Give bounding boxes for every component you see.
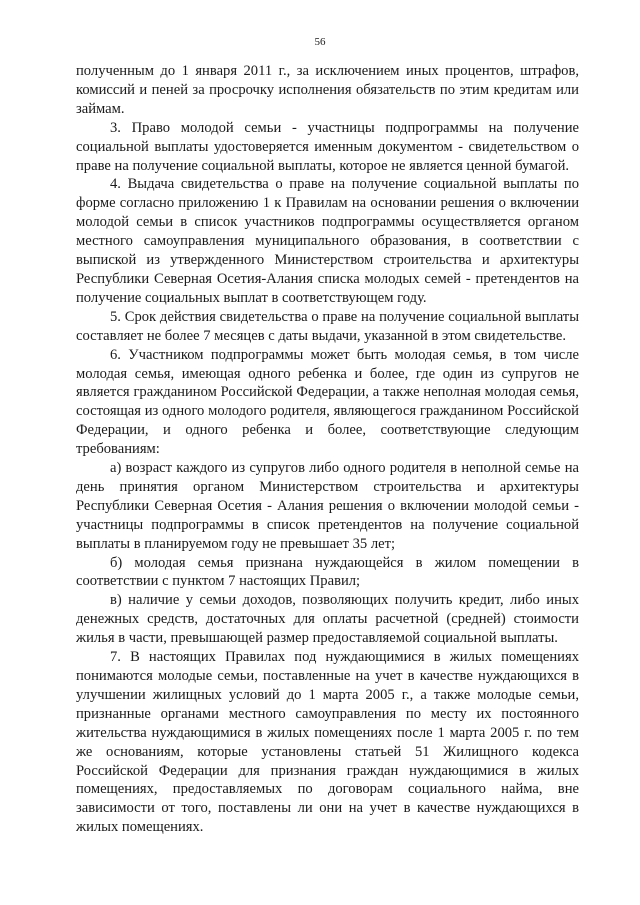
document-body <box>76 62 579 837</box>
paragraph-subitem-a: а) возраст каждого из супругов либо одного родителя в неполной семье на день принятия органом Министерством строительства и архитектуры Республики Северная Осетия - Алания решения о включении молодой семьи - участницы подпрограммы в список претендентов на получение социальной выплаты в планируемом году не превышает 35 лет; <box>76 460 579 552</box>
paragraph-item-7: 7. В настоящих Правилах под нуждающимися в жилых помещениях понимаются молодые семьи, поставленные на учет в качестве нуждающихся в улучшении жилищных условий до 1 марта 2005 г., а также молодые семьи, признанные органами местного самоуправления по месту их постоянного жительства нуждающимися в жилых помещениях после 1 марта 2005 г. по тем же основаниям, которые установлены статьей 51 Жилищного кодекса Российской Федерации для признания граждан нуждающимися в жилых помещениях, предоставляемых по договорам социального найма, вне зависимости от того, поставлены ли они на учет в качестве нуждающихся в жилых помещениях. <box>76 649 579 836</box>
paragraph-continuation: полученным до 1 января 2011 г., за исключением иных процентов, штрафов, комиссий и пеней за просрочку исполнения обязательств по этим кредитам или займам. <box>76 63 579 117</box>
page-number: 56 <box>314 36 326 48</box>
paragraph-item-4: 4. Выдача свидетельства о праве на получение социальной выплаты по форме согласно приложению 1 к Правилам на основании решения о включении молодой семьи в список участников подпрограммы осуществляется органом местного самоуправления муниципального образования, в соответствии с выпиской из утвержденного Министерством строительства и архитектуры Республики Северная Осетия-Алания списка молодых семей - претендентов на получение социальных выплат в соответствующем году. <box>76 176 579 306</box>
paragraph-item-3: 3. Право молодой семьи - участницы подпрограммы на получение социальной выплаты удостоверяется именным документом - свидетельством о праве на получение социальной выплаты, которое не является ценной бумагой. <box>76 119 579 174</box>
paragraph-item-6: 6. Участником подпрограммы может быть молодая семья, в том числе молодая семья, имеющая одного ребенка и более, где один из супругов не является гражданином Российской Федерации, а также неполная молодая семья, состоящая из одного молодого родителя, являющегося гражданином Российской Федерации, и одного ребенка и более, соответствующие следующим требованиям: <box>76 346 579 458</box>
paragraph-subitem-b: б) молодая семья признана нуждающейся в жилом помещении в соответствии с пунктом 7 настоящих Правил; <box>76 554 579 590</box>
paragraph-item-5: 5. Срок действия свидетельства о праве на получение социальной выплаты составляет не более 7 месяцев с даты выдачи, указанной в этом свидетельстве. <box>76 308 579 344</box>
paragraph-subitem-v: в) наличие у семьи доходов, позволяющих получить кредит, либо иных денежных средств, достаточных для оплаты расчетной (средней) стоимости жилья в части, превышающей размер предоставляемой социальной выплаты. <box>76 592 579 647</box>
